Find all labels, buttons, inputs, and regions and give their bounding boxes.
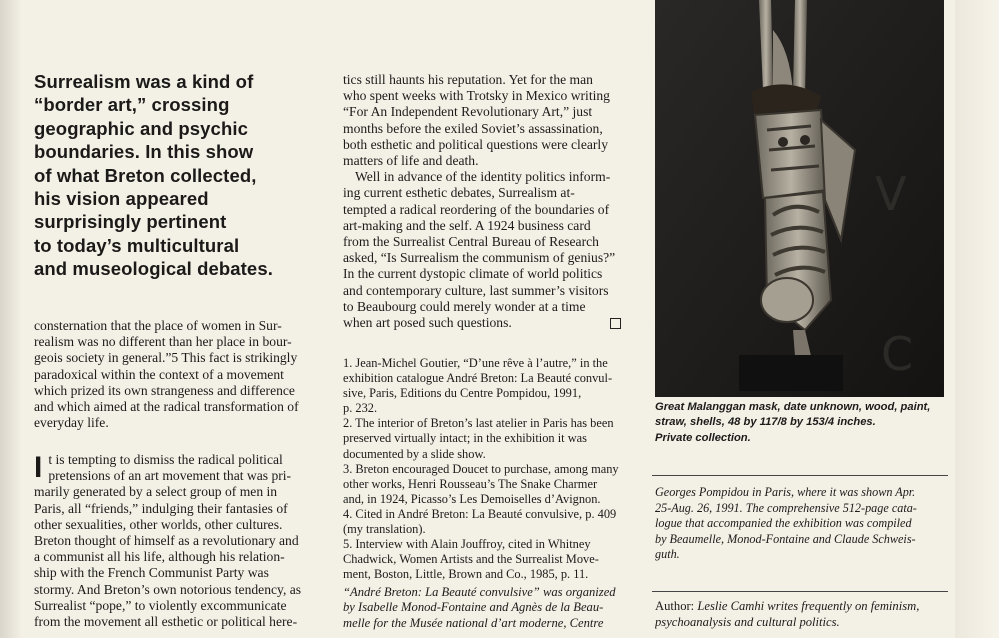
text-line: stormy. And Breton’s own notorious tendency, as [34, 581, 302, 597]
text-line: Well in advance of the identity politics inform- [355, 169, 611, 185]
author-line [655, 615, 947, 631]
mask-sculpture-image [655, 0, 944, 397]
caption-line: Private collection. [655, 431, 751, 444]
text-line: pretensions of an art movement that was pri- [48, 468, 292, 484]
column1-dropcap-paragraph [34, 452, 322, 630]
divider-rule [652, 591, 948, 592]
text-line: “For An Independent Revolutionary Art,” just [343, 104, 593, 120]
text-line: geois society in general.”5 This fact is strikingly [34, 350, 298, 366]
footnote-line: p. 232. [343, 401, 378, 416]
drop-cap: I [34, 451, 43, 484]
footnote-line: documented by a slide show. [343, 446, 486, 461]
credit-line: melle for the Musée national d’art moderne, Centre [343, 615, 604, 630]
text-line: other sexualities, other worlds, other cultures. [34, 516, 283, 532]
footnote-line: 5. Interview with Alain Jouffroy, cited in Whitney [343, 537, 591, 552]
text-line-last [343, 315, 631, 331]
footnote-line: and, in 1924, Picasso’s Les Demoiselles d’Avignon. [343, 491, 601, 506]
text-line: who spent weeks with Trotsky in Mexico writing [343, 88, 610, 104]
exhibition-credit [343, 585, 633, 631]
pull-quote-line: his vision appeared [34, 188, 209, 210]
pull-quote-line: to today’s multicultural [34, 234, 240, 256]
text-line: and contemporary culture, last summer’s visitors [343, 282, 609, 298]
svg-text:V: V [875, 167, 907, 221]
credit-continued [655, 485, 945, 563]
text-line: Paris, all “friends,” indulging their fantasies of [34, 500, 288, 516]
malanggan-mask-photo [655, 0, 944, 397]
footnotes [343, 356, 633, 582]
text-line: t is tempting to dismiss the radical political [48, 452, 283, 467]
caption-line: Great Malanggan mask, date unknown, wood, paint, [655, 401, 931, 413]
author-bio [655, 599, 947, 630]
column1-paragraph [34, 318, 322, 431]
text-line: paradoxical within the context of a movement [34, 366, 284, 382]
author-text: psychoanalysis and cultural politics. [655, 614, 840, 629]
text-line: matters of life and death. [343, 153, 479, 169]
text-line: both esthetic and political questions were clearly [343, 136, 608, 152]
pull-quote-line: surprisingly pertinent [34, 211, 227, 233]
text-line: to Beaubourg could merely wonder at a time [343, 298, 586, 314]
adjacent-page-edge [955, 0, 999, 638]
footnote-line: 4. Cited in André Breton: La Beauté convulsive, p. 409 [343, 506, 617, 521]
divider-rule [652, 475, 948, 476]
pull-quote-line: “border art,” crossing [34, 94, 230, 116]
footnote-line: 1. Jean-Michel Goutier, “D’une rêve à l’autre,” in the [343, 356, 608, 370]
end-of-article-square-icon [610, 318, 621, 329]
text-line: Breton thought of himself as a revolutionary and [34, 533, 299, 549]
text-line: from the movement all esthetic or political here- [34, 614, 298, 630]
text-line: ing current esthetic debates, Surrealism at- [343, 185, 575, 201]
svg-text:C: C [881, 327, 914, 381]
text-line: asked, “Is Surrealism the communism of genius?” [343, 250, 616, 266]
text-line: from the Surrealist Central Bureau of Research [343, 234, 599, 250]
credit-line: “André Breton: La Beauté convulsive” was organized [343, 585, 616, 599]
text-line: realism was no different than her place in bour- [34, 334, 292, 350]
pull-quote-line: Surrealism was a kind of [34, 71, 254, 92]
text-line: everyday life. [34, 415, 109, 431]
footnote-line: preserved virtually intact; in the exhibition it was [343, 431, 587, 446]
footnote-line: 2. The interior of Breton’s last atelier in Paris has been [343, 416, 614, 431]
text-line: months before the exiled Soviet’s assassination, [343, 120, 603, 136]
author-text: Leslie Camhi writes frequently on feminism, [697, 599, 920, 613]
text-line: In the current dystopic climate of world politics [343, 266, 603, 282]
text-line: Surrealist “pope,” to violently excommunicate [34, 597, 287, 613]
text-line: when art posed such questions. [343, 315, 512, 331]
text-line: tics still haunts his reputation. Yet for the man [343, 72, 593, 87]
credit-line: by Beaumelle, Monod-Fontaine and Claude Schweis- [655, 531, 916, 546]
text-line: tempted a radical reordering of the boundaries of [343, 201, 610, 217]
author-label: Author: [655, 599, 695, 613]
footnote-line: other works, Henri Rousseau’s The Snake Charmer [343, 476, 598, 491]
footnote-line: sive, Paris, Editions du Centre Pompidou, 1991, [343, 386, 582, 401]
pull-quote-line: and museological debates. [34, 258, 273, 280]
credit-line: logue that accompanied the exhibition was compiled [655, 516, 912, 531]
column2-body [343, 72, 631, 331]
footnote-line: ment, Boston, Little, Brown and Co., 1985, p. 11. [343, 567, 589, 582]
footnote-line: Chadwick, Women Artists and the Surrealist Move- [343, 552, 599, 567]
caption-line: straw, shells, 48 by 117/8 by 153/4 inches. [655, 416, 876, 429]
author-line [655, 599, 947, 615]
text-line: art-making and the self. A 1924 business card [343, 217, 591, 233]
photo-caption [655, 400, 945, 446]
footnote-line: exhibition catalogue André Breton: La Beauté convul- [343, 371, 613, 386]
text-line: which prized its own strangeness and difference [34, 382, 295, 398]
credit-line: guth. [655, 547, 680, 562]
footnote-line: 3. Breton encouraged Doucet to purchase, among many [343, 461, 619, 476]
credit-line: 25-Aug. 26, 1991. The comprehensive 512-page cata- [655, 500, 917, 515]
footnote-line: (my translation). [343, 522, 426, 537]
page-gutter-shadow [0, 0, 22, 638]
pull-quote-line: of what Breton collected, [34, 164, 257, 186]
sculpture-base [739, 355, 843, 391]
text-line: marily generated by a select group of men in [34, 484, 278, 500]
text-line: and which aimed at the radical transformation of [34, 399, 299, 415]
text-line: ship with the French Communist Party was [34, 565, 269, 581]
credit-line: Georges Pompidou in Paris, where it was shown Apr. [655, 485, 916, 499]
text-line: consternation that the place of women in Sur- [34, 318, 282, 333]
pull-quote-line: geographic and psychic [34, 117, 248, 139]
text-line: a communist all his life, although his relation- [34, 549, 285, 565]
credit-line: by Isabelle Monod-Fontaine and Agnès de la Beau- [343, 600, 604, 615]
pull-quote [34, 70, 324, 281]
pull-quote-line: boundaries. In this show [34, 141, 254, 163]
